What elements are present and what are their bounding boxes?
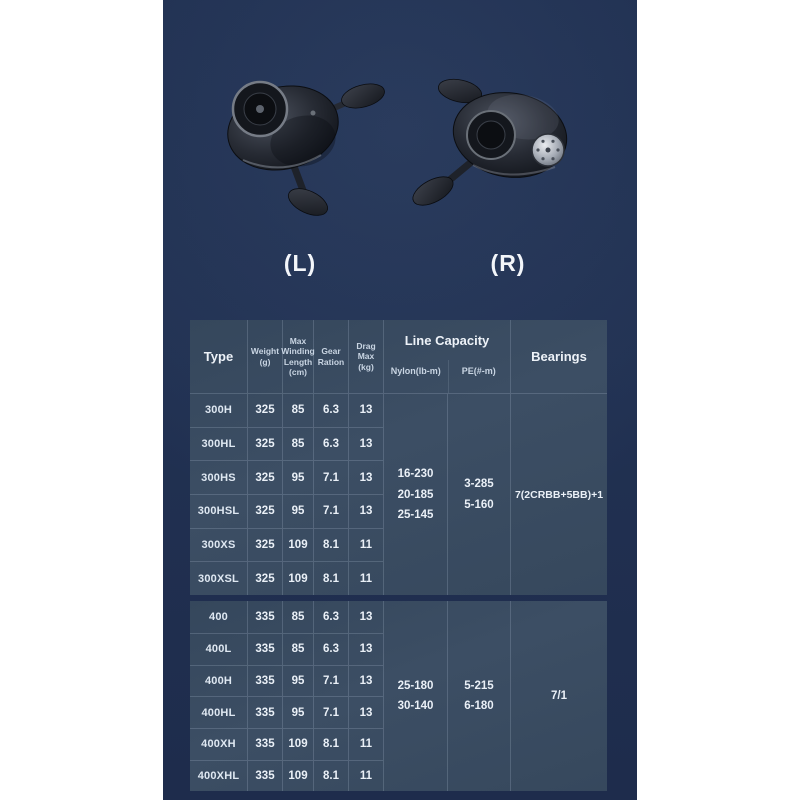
header-max-winding-length [282,320,313,393]
mwl-cell: 95 [282,696,313,728]
type-cell: 300XSL [190,561,247,595]
weight-cell: 335 [247,728,282,760]
nylon-capacity-cell [383,393,447,595]
drag-cell: 13 [348,427,383,461]
mwl-cell: 95 [282,494,313,528]
reel-right-image [408,76,572,211]
drag-cell: 11 [348,760,383,792]
weight-cell: 325 [247,528,282,562]
type-cell: 400HL [190,696,247,728]
header-weight-line2: (g) [259,356,271,367]
pe-capacity-line: 6-180 [464,700,494,713]
header-line-capacity [383,320,510,393]
pe-capacity-cell [447,601,510,791]
type-cell: 400XH [190,728,247,760]
weight-cell: 325 [247,561,282,595]
mwl-cell: 95 [282,665,313,697]
pe-capacity-line: 3-285 [464,478,494,491]
header-gear-line2: Ration [317,356,345,367]
pe-capacity-line: 5-160 [464,498,494,511]
mwl-cell: 85 [282,601,313,633]
gear-cell: 8.1 [313,760,348,792]
header-drag-line3: (kg) [358,361,374,372]
nylon-capacity-cell [383,601,447,791]
header-gear-ration [313,320,348,393]
type-cell: 400L [190,633,247,665]
spec-table [190,320,607,791]
header-drag-max [348,320,383,393]
header-drag-line2: Max [357,351,375,362]
mwl-cell: 85 [282,393,313,427]
bearings-cell: 7(2CRBB+5BB)+1 [510,393,607,595]
header-gear-line1: Gear [321,346,341,357]
type-cell: 300HS [190,460,247,494]
header-bearings: Bearings [510,320,607,393]
header-weight [247,320,282,393]
weight-cell: 325 [247,494,282,528]
gear-cell: 6.3 [313,393,348,427]
mwl-cell: 109 [282,760,313,792]
weight-cell: 335 [247,601,282,633]
type-cell: 300H [190,393,247,427]
header-pe: PE(#-m) [461,365,496,376]
mwl-cell: 109 [282,561,313,595]
gear-cell: 7.1 [313,665,348,697]
header-nylon: Nylon(lb-m) [390,365,441,376]
drag-cell: 13 [348,460,383,494]
header-mwl-line1: Max [289,336,307,347]
drag-cell: 11 [348,561,383,595]
mwl-cell: 109 [282,728,313,760]
nylon-capacity-line: 20-185 [397,488,434,501]
gear-cell: 6.3 [313,427,348,461]
drag-cell: 13 [348,665,383,697]
reel-left-image [219,75,387,221]
weight-cell: 335 [247,760,282,792]
type-cell: 400 [209,610,228,623]
spec-table-section-300 [190,320,607,595]
type-cell: 300HL [190,427,247,461]
header-type: Type [203,349,234,364]
gear-cell: 7.1 [313,460,348,494]
gear-cell: 8.1 [313,528,348,562]
mwl-cell: 85 [282,427,313,461]
header-mwl-line2: Winding [281,346,315,357]
bearings-cell: 7/1 [510,601,607,791]
right-reel-label: (R) [490,250,526,276]
mwl-cell: 109 [282,528,313,562]
type-cell: 400XHL [190,760,247,792]
mwl-cell: 95 [282,460,313,494]
reels-photo [163,55,637,230]
header-drag-line1: Drag [356,341,376,352]
drag-cell: 11 [348,728,383,760]
product-image-panel [163,0,637,800]
header-line-capacity-sub [384,348,510,393]
drag-cell: 13 [348,494,383,528]
weight-cell: 325 [247,393,282,427]
gear-cell: 8.1 [313,728,348,760]
nylon-capacity-line: 25-145 [397,508,434,521]
type-cell: 300XS [190,528,247,562]
type-cell: 300HSL [190,494,247,528]
drag-cell: 13 [348,393,383,427]
gear-cell: 6.3 [313,633,348,665]
nylon-capacity-line: 25-180 [397,680,434,693]
header-line-capacity-title: Line Capacity [404,333,490,348]
header-mwl-line4: (cm) [289,366,307,377]
weight-cell: 325 [247,427,282,461]
mwl-cell: 85 [282,633,313,665]
drag-cell: 13 [348,696,383,728]
gear-cell: 7.1 [313,696,348,728]
drag-cell: 13 [348,633,383,665]
pe-capacity-cell [447,393,510,595]
pe-capacity-line: 5-215 [464,680,494,693]
weight-cell: 335 [247,696,282,728]
drag-cell: 13 [348,601,383,633]
drag-cell: 11 [348,528,383,562]
type-cell: 400H [190,665,247,697]
header-mwl-line3: Length [283,356,313,367]
gear-cell: 6.3 [313,601,348,633]
left-reel-label: (L) [283,250,317,276]
nylon-capacity-line: 16-230 [397,468,434,481]
weight-cell: 335 [247,665,282,697]
gear-cell: 8.1 [313,561,348,595]
header-weight-line1: Weight [250,346,280,357]
weight-cell: 325 [247,460,282,494]
spec-table-section-400 [190,601,607,791]
weight-cell: 335 [247,633,282,665]
nylon-capacity-line: 30-140 [397,700,434,713]
gear-cell: 7.1 [313,494,348,528]
